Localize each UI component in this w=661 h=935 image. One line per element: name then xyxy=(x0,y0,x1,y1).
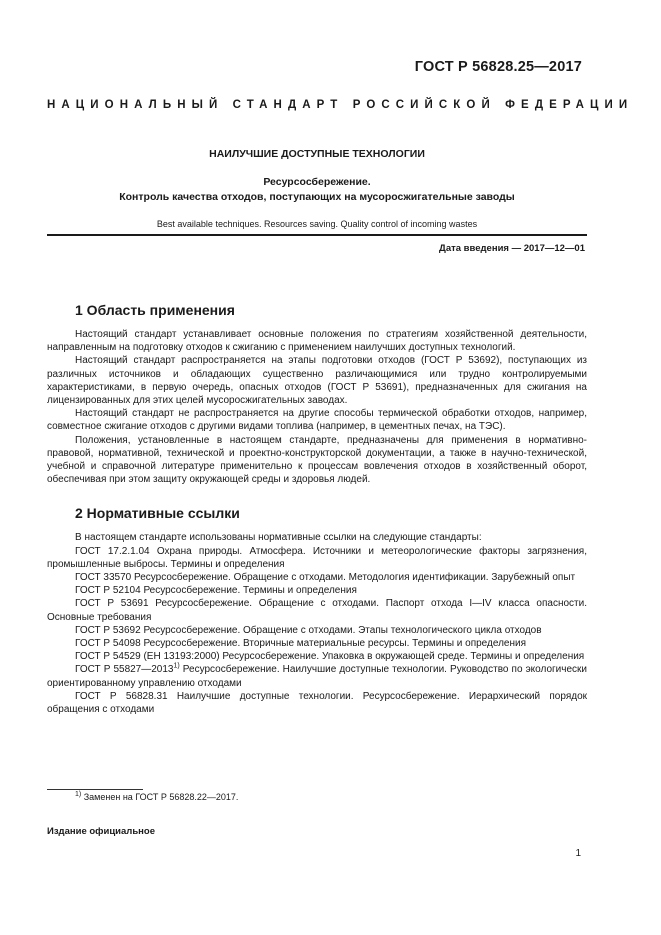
section1-paragraph: Настоящий стандарт распространяется на этапы подготовки отходов (ГОСТ Р 53692), поступающих из различных источников и обладающих существенно различающимися или трудно контролируемыми характеристиками, в первую очередь, опасных отходов (ГОСТ Р 53691), предназначенных для сжигания на лицензированных для этих целей мусоросжигательных заводах. xyxy=(47,355,587,407)
reference-item: ГОСТ Р 53692 Ресурсосбережение. Обращение с отходами. Этапы технологического цикла отходов xyxy=(75,624,542,636)
reference-item: ГОСТ 17.2.1.04 Охрана природы. Атмосфера. Источники и метеорологические факторы загрязнения, промышленные выбросы. Термины и определения xyxy=(47,545,587,570)
document-code: ГОСТ Р 56828.25—2017 xyxy=(414,59,582,75)
title-block xyxy=(47,147,587,239)
english-title: Best available techniques. Resources saving. Quality control of incoming wastes xyxy=(156,219,478,229)
footnote-divider xyxy=(47,789,143,790)
effective-date: Дата введения — 2017—12—01 xyxy=(439,243,585,254)
section1-paragraph: Настоящий стандарт устанавливает основные положения по стратегиям хозяйственной деятельности, направленным на подготовку отходов к сжиганию с применением наилучших доступных технологий. xyxy=(47,329,587,354)
document-subtitle-line1: Ресурсосбережение. xyxy=(263,176,371,188)
document-subtitle-line2: Контроль качества отходов, поступающих на мусоросжигательные заводы xyxy=(119,191,515,203)
reference-item: ГОСТ Р 53691 Ресурсосбережение. Обращение с отходами. Паспорт отхода I—IV класса опасности. Основные требования xyxy=(47,598,587,623)
reference-item: ГОСТ 33570 Ресурсосбережение. Обращение с отходами. Методология идентификации. Зарубежный опыт xyxy=(75,572,576,584)
section2-heading: 2 Нормативные ссылки xyxy=(75,505,240,522)
footnote xyxy=(75,791,238,803)
section1-paragraph: Положения, установленные в настоящем стандарте, предназначены для применения в нормативно-правовой, нормативной, технической и проектно-конструкторской документации, а также в научно-технической, учебной и справочной литературе применительно к процессам вовлечения отходов в хозяйственный оборот, обеспечивая при этом защиту окружающей среды и здоровья людей. xyxy=(47,434,587,486)
reference-code: ГОСТ Р 55827—2013 xyxy=(75,664,174,676)
main-content xyxy=(47,302,587,716)
reference-item: ГОСТ Р 54098 Ресурсосбережение. Вторичные материальные ресурсы. Термины и определения xyxy=(75,638,527,650)
footnote-number: 1) xyxy=(75,791,82,798)
footnote-text: Заменен на ГОСТ Р 56828.22—2017. xyxy=(81,792,239,802)
national-standard-heading: НАЦИОНАЛЬНЫЙ СТАНДАРТ РОССИЙСКОЙ ФЕДЕРАЦИИ xyxy=(47,99,634,111)
section1-heading: 1 Область применения xyxy=(75,302,235,318)
footnote-marker[interactable]: 1) xyxy=(173,663,180,671)
reference-item: ГОСТ Р 54529 (ЕН 13193:2000) Ресурсосбережение. Упаковка в окружающей среде. Термины и определения xyxy=(75,651,585,663)
reference-item xyxy=(47,663,587,689)
reference-item: ГОСТ Р 56828.31 Наилучшие доступные технологии. Ресурсосбережение. Иерархический порядок обращения с отходами xyxy=(47,690,587,716)
official-edition-label: Издание официальное xyxy=(47,826,155,837)
title-divider xyxy=(47,234,587,236)
page-number: 1 xyxy=(575,848,581,859)
reference-text: Ресурсосбережение. Наилучшие доступные технологии. Руководство по экологически ориентированному управлению отходами xyxy=(47,664,587,689)
section2-intro: В настоящем стандарте использованы нормативные ссылки на следующие стандарты: xyxy=(75,532,482,544)
section1-paragraph: Настоящий стандарт не распространяется на другие способы термической обработки отходов, например, совместное сжигание отходов с другими видами топлива (например, в цементных печах, на ТЭС). xyxy=(47,408,587,433)
document-title: НАИЛУЧШИЕ ДОСТУПНЫЕ ТЕХНОЛОГИИ xyxy=(209,148,425,160)
reference-item: ГОСТ Р 52104 Ресурсосбережение. Термины и определения xyxy=(75,585,357,597)
